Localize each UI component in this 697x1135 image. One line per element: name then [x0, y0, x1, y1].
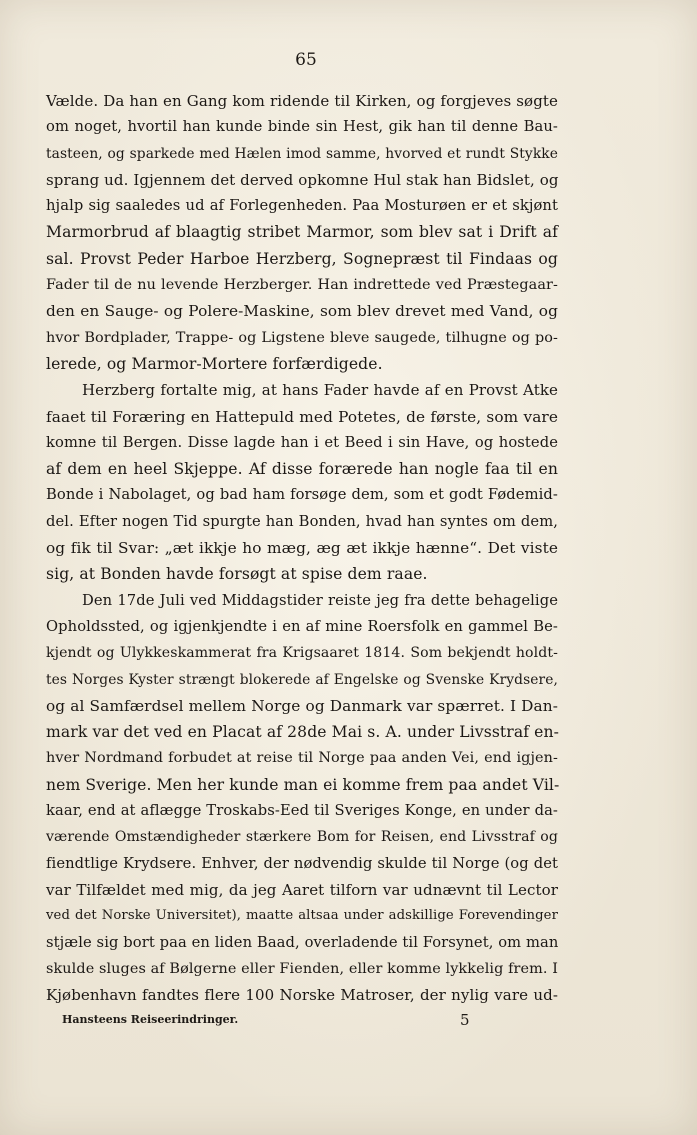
text-line: nem Sverige. Men her kunde man ei komme frem paa andet Vil- — [46, 775, 560, 794]
text-line: faaet til Foræring en Hattepuld med Potetes, de første, som vare — [46, 407, 558, 426]
text-line: Kjøbenhavn fandtes flere 100 Norske Matroser, der nylig vare ud- — [46, 986, 558, 1005]
text-line: del. Efter nogen Tid spurgte han Bonden, hvad han syntes om dem, — [46, 512, 558, 530]
text-line: stjæle sig bort paa en liden Baad, overladende til Forsynet, om man — [46, 933, 559, 951]
text-line: om noget, hvortil han kunde binde sin Hest, gik han til denne Bau- — [46, 118, 558, 136]
text-line: fiendtlige Krydsere. Enhver, der nødvendig skulde til Norge (og det — [46, 854, 558, 872]
text-line: Fader til de nu levende Herzberger. Han indrettede ved Præstegaar- — [46, 277, 558, 294]
footer-sheet-number: 5 — [460, 1011, 470, 1029]
text-line: sprang ud. Igjennem det derved opkomne Hul stak han Bidslet, og — [46, 170, 559, 189]
page-footer — [62, 1013, 482, 1035]
text-line: tasteen, og sparkede med Hælen imod samme, hvorved et rundt Stykke — [46, 145, 558, 162]
text-line: sal. Provst Peder Harboe Herzberg, Sognepræst til Findaas og — [46, 249, 558, 268]
text-line: værende Omstændigheder stærkere Bom for Reisen, end Livsstraf og — [46, 829, 558, 846]
text-line: Vælde. Da han en Gang kom ridende til Kirken, og forgjeves søgte — [46, 92, 558, 110]
text-line: ved det Norske Universitet), maatte altsaa under adskillige Forevendinger — [46, 908, 558, 924]
text-line: hvor Bordplader, Trappe- og Ligstene bleve saugede, tilhugne og po- — [46, 329, 558, 346]
text-line: Herzberg fortalte mig, at hans Fader havde af en Provst Atke — [82, 381, 558, 400]
text-line: Bonde i Nabolaget, og bad ham forsøge dem, som et godt Fødemid- — [46, 486, 558, 504]
text-line: komne til Bergen. Disse lagde han i et Beed i sin Have, og hostede — [46, 433, 558, 451]
text-line: lerede, og Marmor-Mortere forfærdigede. — [46, 354, 383, 373]
text-line: og al Samfærdsel mellem Norge og Danmark var spærret. I Dan- — [46, 696, 558, 715]
text-line: af dem en heel Skjeppe. Af disse forærede han nogle faa til en — [46, 460, 558, 479]
text-line: Opholdssted, og igjenkjendte i en af mine Roersfolk en gammel Be- — [46, 617, 558, 635]
text-line: sig, at Bonden havde forsøgt at spise dem raae. — [46, 565, 428, 584]
text-line: hver Nordmand forbudet at reise til Norge paa anden Vei, end igjen- — [46, 750, 558, 767]
page-number: 65 — [295, 50, 317, 70]
text-line: kjendt og Ulykkeskammerat fra Krigsaaret 1814. Som bekjendt holdt- — [46, 645, 558, 662]
text-line: den en Sauge- og Polere-Maskine, som blev drevet med Vand, og — [46, 302, 558, 321]
text-line: og fik til Svar: „æt ikkje ho mæg, æg æt ikkje hænne“. Det viste — [46, 539, 558, 558]
text-line: Den 17de Juli ved Middagstider reiste jeg fra dette behagelige — [82, 591, 558, 609]
text-line: kaar, end at aflægge Troskabs-Eed til Sveriges Konge, en under da- — [46, 802, 558, 820]
footer-signature: Hansteens Reiseerindringer. — [62, 1013, 239, 1026]
text-line: skulde sluges af Bølgerne eller Fienden, eller komme lykkelig frem. I — [46, 960, 558, 977]
text-line: mark var det ved en Placat af 28de Mai s. A. under Livsstraf en- — [46, 723, 560, 742]
text-line: Marmorbrud af blaagtig stribet Marmor, som blev sat i Drift af — [46, 223, 558, 242]
text-line: hjalp sig saaledes ud af Forlegenheden. Paa Mosturøen er et skjønt — [46, 197, 558, 215]
text-line: tes Norges Kyster strængt blokerede af Engelske og Svenske Krydsere, — [46, 671, 558, 688]
body-text — [46, 88, 558, 1008]
text-line: var Tilfældet med mig, da jeg Aaret tilforn var udnævnt til Lector — [46, 880, 558, 899]
